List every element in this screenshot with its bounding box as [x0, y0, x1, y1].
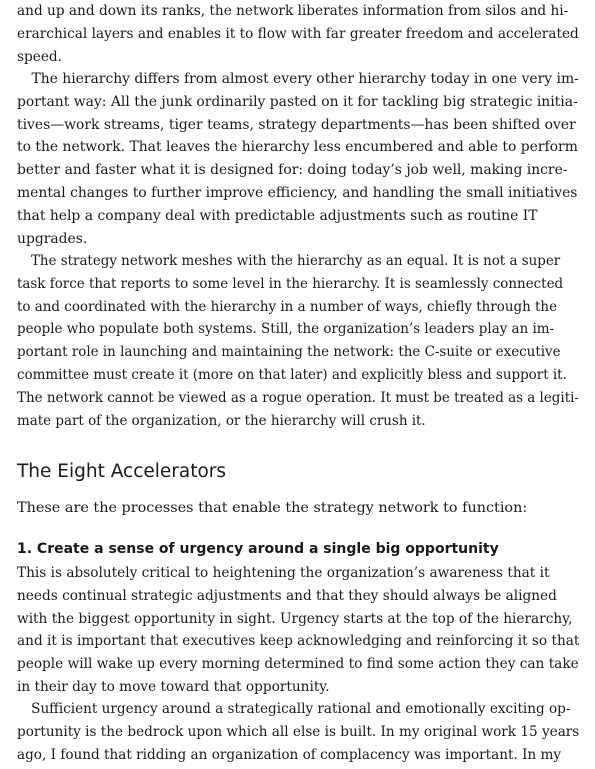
- text-line: erarchical layers and enables it to flow with far greater freedom and accelerated: [17, 25, 579, 42]
- text-line: and it is important that executives keep acknowledging and reinforcing it so that: [17, 633, 580, 650]
- text-line: The strategy network meshes with the hierarchy as an equal. It is not a super: [30, 253, 561, 269]
- text-line: to the network. That leaves the hierarchy less encumbered and able to perform: [17, 139, 578, 156]
- text-line: Sufficient urgency around a strategically rational and emotionally exciting op-: [31, 701, 571, 717]
- body-paragraph: [17, 562, 595, 699]
- body-paragraph: [17, 68, 595, 250]
- text-line: portant way: All the junk ordinarily pasted on it for tackling big strategic initia-: [17, 93, 578, 110]
- text-line: people who populate both systems. Still, the organization’s leaders play an im-: [17, 321, 555, 338]
- text-line: with the biggest opportunity in sight. Urgency starts at the top of the hierarchy,: [17, 610, 573, 627]
- text-line: portant role in launching and maintaining the network: the C-suite or executive: [17, 344, 561, 361]
- text-line: The hierarchy differs from almost every other hierarchy today in one very im-: [31, 71, 579, 87]
- text-line: needs continual strategic adjustments and that they should always be aligned: [17, 587, 557, 604]
- text-line: This is absolutely critical to heightening the organization’s awareness that it: [17, 565, 550, 581]
- text-line: to and coordinated with the hierarchy in a number of ways, chiefly through the: [17, 298, 558, 315]
- text-line: upgrades.: [17, 230, 88, 247]
- text-line: speed.: [17, 48, 63, 65]
- text-line: The network cannot be viewed as a rogue operation. It must be treated as a legiti-: [17, 389, 579, 406]
- text-line: These are the processes that enable the strategy network to function:: [17, 500, 528, 516]
- body-paragraph: [17, 0, 595, 68]
- text-line: that help a company deal with predictable adjustments such as routine IT: [17, 207, 538, 224]
- subsection-heading: 1. Create a sense of urgency around a single big opportunity: [17, 541, 499, 557]
- text-line: mate part of the organization, or the hierarchy will crush it.: [17, 412, 426, 429]
- text-line: better and faster what it is designed for: doing today’s job well, making incre-: [17, 162, 568, 179]
- text-line: in their day to move toward that opportunity.: [17, 678, 330, 695]
- body-paragraph: [17, 250, 595, 432]
- text-line: task force that reports to some level in the hierarchy. It is seamlessly connected: [17, 275, 564, 292]
- text-line: committee must create it (more on that later) and explicitly bless and support it.: [17, 366, 567, 383]
- text-line: and up and down its ranks, the network liberates information from silos and hi-: [17, 3, 569, 19]
- body-paragraph: [17, 698, 595, 766]
- text-line: people will wake up every morning determined to find some action they can take: [17, 656, 579, 673]
- text-line: ago, I found that ridding an organization of complacency was important. In my: [17, 746, 562, 763]
- text-line: tives—work streams, tiger teams, strategy departments—has been shifted over: [17, 116, 576, 133]
- text-line: mental changes to further improve efficiency, and handling the small initiatives: [17, 184, 578, 201]
- section-heading: The Eight Accelerators: [17, 461, 227, 482]
- intro-paragraph: [17, 497, 527, 520]
- text-line: portunity is the bedrock upon which all else is built. In my original work 15 years: [17, 723, 580, 740]
